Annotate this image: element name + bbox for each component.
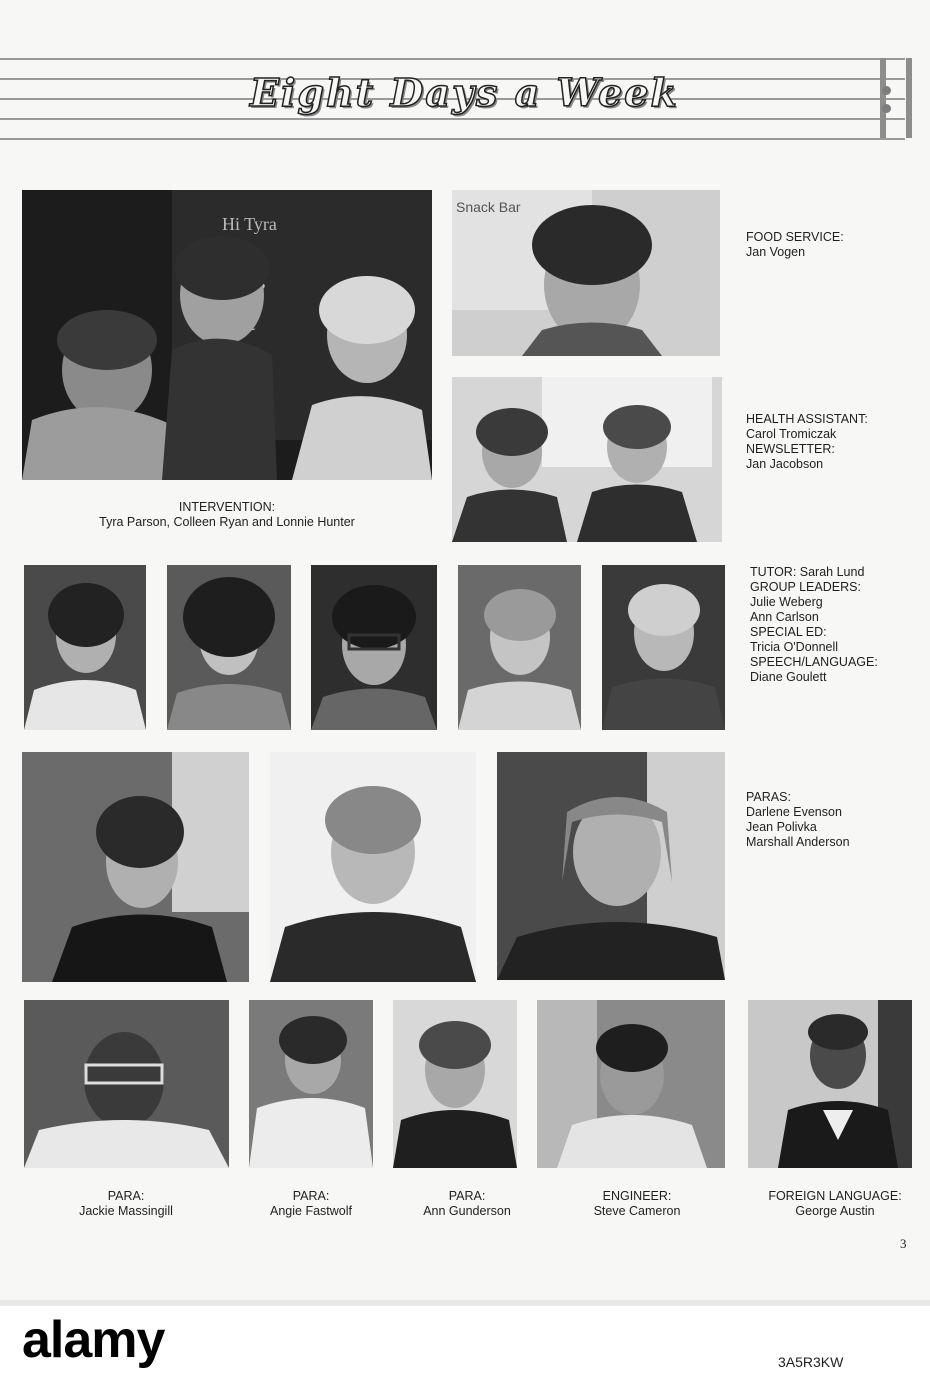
- caption-line: SPEECH/LANGUAGE:: [750, 655, 878, 669]
- photo-portrait: [602, 565, 725, 730]
- caption-label: NEWSLETTER:: [746, 442, 835, 456]
- caption-label: PARA:: [448, 1189, 486, 1203]
- photo-portrait: [537, 1000, 725, 1168]
- caption-bottom-5: [750, 1189, 920, 1219]
- caption-names: Jan Vogen: [746, 245, 806, 259]
- watermark-divider: [0, 1300, 930, 1306]
- photo-portrait: [458, 565, 581, 730]
- caption-bottom-3: [387, 1189, 547, 1219]
- caption-line: Ann Carlson: [750, 610, 819, 624]
- caption-label: PARA:: [292, 1189, 330, 1203]
- caption-bottom-1: [46, 1189, 206, 1219]
- caption-names: Tyra Parson, Colleen Ryan and Lonnie Hunter: [99, 515, 355, 529]
- caption-bottom-4: [557, 1189, 717, 1219]
- photo-portrait: [748, 1000, 912, 1168]
- caption-paras: [746, 790, 850, 850]
- caption-label: ENGINEER:: [602, 1189, 672, 1203]
- caption-label: PARA:: [107, 1189, 145, 1203]
- photo-portrait: [24, 565, 146, 730]
- watermark-logo: alamy: [22, 1311, 165, 1369]
- repeat-dot: [882, 104, 891, 113]
- photo-portrait: [270, 752, 476, 982]
- photo-portrait: [311, 565, 437, 730]
- caption-names: George Austin: [795, 1204, 875, 1218]
- caption-label: FOREIGN LANGUAGE:: [768, 1189, 902, 1203]
- caption-food-service: [746, 230, 844, 260]
- page-title: Eight Days a Week: [250, 70, 679, 115]
- photo-health-newsletter: [452, 377, 722, 542]
- caption-names: Ann Gunderson: [423, 1204, 511, 1218]
- caption-label: INTERVENTION:: [178, 500, 276, 514]
- caption-names: Jackie Massingill: [79, 1204, 173, 1218]
- caption-names: Jean Polivka: [746, 820, 817, 834]
- caption-intervention: [62, 500, 392, 530]
- caption-names: Angie Fastwolf: [270, 1204, 352, 1218]
- caption-names: Jan Jacobson: [746, 457, 824, 471]
- caption-bottom-2: [231, 1189, 391, 1219]
- watermark-image-id: 3A5R3KW: [778, 1354, 844, 1370]
- svg-text:Hi Tyra: Hi Tyra: [222, 214, 277, 234]
- photo-portrait: [22, 752, 249, 982]
- caption-line: Tricia O'Donnell: [750, 640, 839, 654]
- caption-names: Steve Cameron: [593, 1204, 681, 1218]
- caption-label: FOOD SERVICE:: [746, 230, 844, 244]
- caption-line: Julie Weberg: [750, 595, 823, 609]
- caption-names: Darlene Evenson: [746, 805, 842, 819]
- caption-names: Marshall Anderson: [746, 835, 850, 849]
- photo-portrait: [167, 565, 291, 730]
- photo-portrait: [393, 1000, 517, 1168]
- photo-portrait: [249, 1000, 373, 1168]
- caption-line: TUTOR: Sarah Lund: [750, 565, 865, 579]
- caption-line: GROUP LEADERS:: [750, 580, 861, 594]
- caption-line: Diane Goulett: [750, 670, 827, 684]
- caption-health-newsletter: [746, 412, 868, 472]
- staff-bar-line: [906, 58, 912, 138]
- svg-text:Snack Bar: Snack Bar: [456, 199, 521, 215]
- caption-label: PARAS:: [746, 790, 791, 804]
- caption-names: Carol Tromiczak: [746, 427, 837, 441]
- caption-label: HEALTH ASSISTANT:: [746, 412, 868, 426]
- photo-portrait: [24, 1000, 229, 1168]
- repeat-dot: [882, 86, 891, 95]
- page-number: 3: [900, 1236, 907, 1251]
- caption-line: SPECIAL ED:: [750, 625, 827, 639]
- photo-food-service: [452, 190, 720, 356]
- photo-portrait: [497, 752, 725, 980]
- staff-bar-line: [880, 58, 886, 138]
- photo-intervention-group: [22, 190, 432, 480]
- caption-tutor-group: [750, 565, 878, 685]
